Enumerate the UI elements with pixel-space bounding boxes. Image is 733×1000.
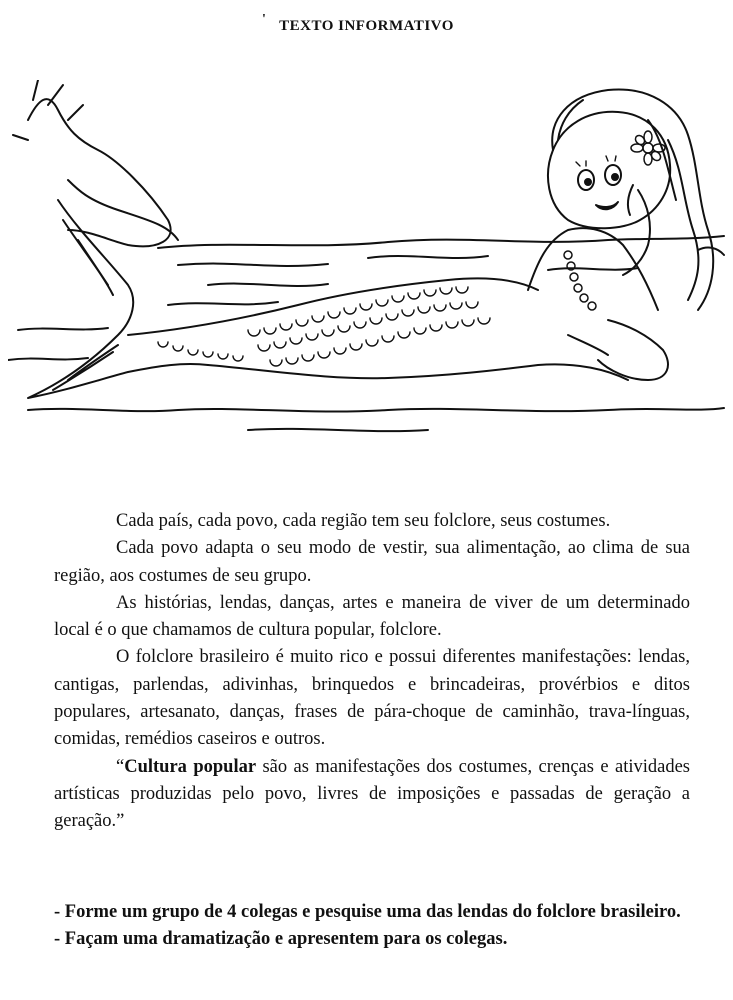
quote-open-mark: “ <box>116 756 125 777</box>
mermaid-illustration-icon <box>8 80 726 440</box>
paragraph-4: O folclore brasileiro é muito rico e possui diferentes manifestações: lendas, cantigas, parlendas, adivinhas, brinquedos e brincadeiras, provérbios e ditos populares, artesanato, danças, frases de pára-choque de caminhão, trava-línguas, comidas, remédios caseiros e outros. <box>54 647 690 750</box>
title-mark: ' <box>262 12 267 27</box>
title-text: TEXTO INFORMATIVO <box>279 18 454 34</box>
paragraph-1: Cada país, cada povo, cada região tem seu folclore, seus costumes. <box>116 511 611 531</box>
task-1: - Forme um grupo de 4 colegas e pesquise uma das lendas do folclore brasileiro. <box>54 902 681 922</box>
paragraph-2: Cada povo adapta o seu modo de vestir, sua alimentação, ao clima de sua região, aos costumes de seu grupo. <box>54 538 690 586</box>
task-2: - Façam uma dramatização e apresentem para os colegas. <box>54 929 508 949</box>
paragraph-3: As histórias, lendas, danças, artes e maneira de viver de um determinado local é o que chamamos de cultura popular, folclore. <box>54 592 690 641</box>
quote-definition: são as manifestações dos costumes, crenças e atividades artísticas produzidas pelo povo, livres de imposições e passadas de geração a geração.” <box>54 756 690 832</box>
page-title <box>0 12 733 35</box>
quote-term: Cultura popular <box>124 756 257 777</box>
informative-text <box>54 508 690 836</box>
activity-instructions <box>54 899 690 953</box>
quote-paragraph <box>54 754 690 836</box>
